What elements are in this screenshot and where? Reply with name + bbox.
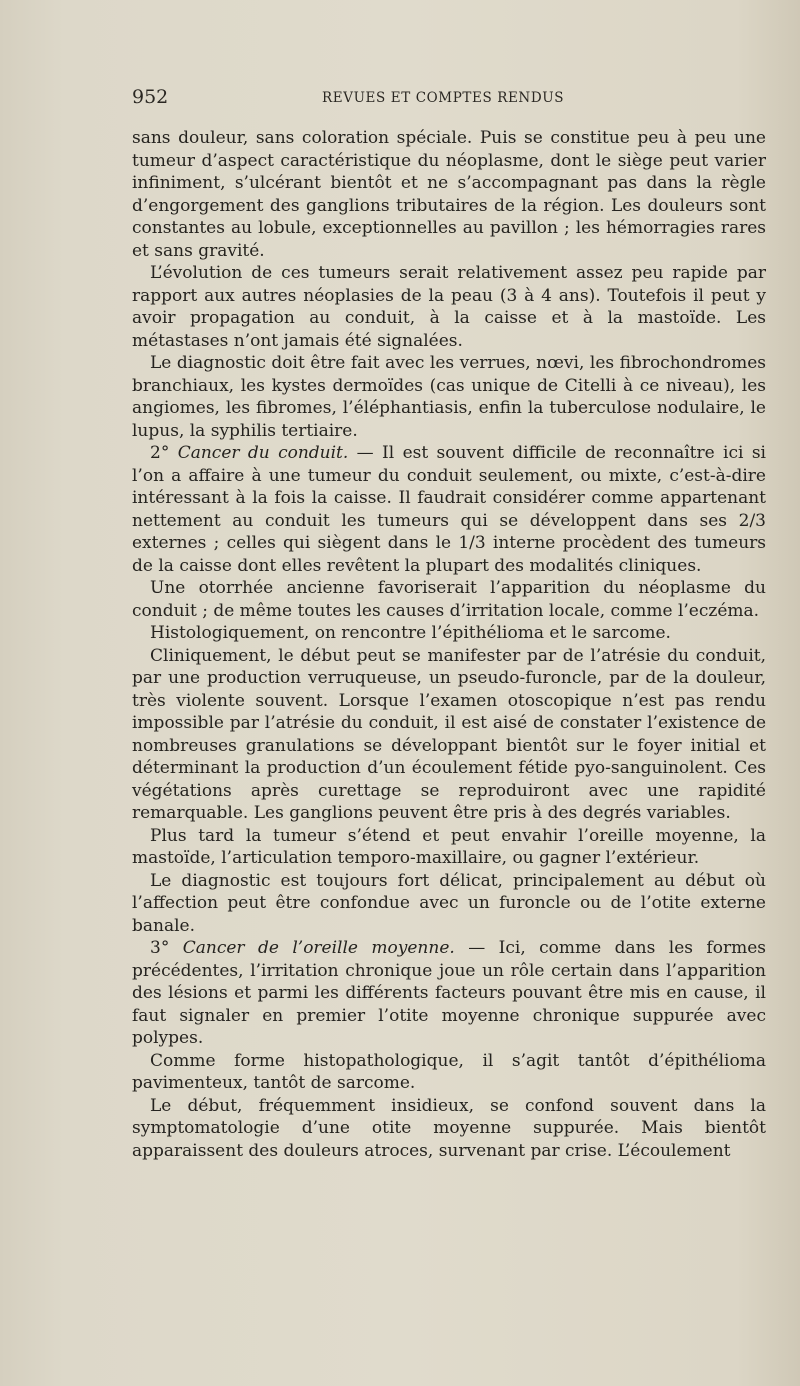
running-head: REVUES ET COMPTES RENDUS [322,90,565,106]
paragraph-forme-histopathologique: Comme forme histopathologique, il s’agit tantôt d’épithélioma pavimenteux, tantôt de sarcome. [132,1050,766,1093]
body-text [132,127,766,1162]
paragraph-evolution: L’évolution de ces tumeurs serait relativement assez peu rapide par rapport aux autres néoplasies de la peau (3 à 4 ans). Toutefois il peut y avoir propagation au conduit, à la caisse et à la mastoïde. Les métastases n’ont jamais été signalées. [132,263,766,351]
paragraph-extension: Plus tard la tumeur s’étend et peut envahir l’oreille moyenne, la mastoïde, l’articulation temporo-maxillaire, ou gagner l’extérieur. [132,825,766,868]
paragraph-histologie: Histologiquement, on rencontre l’épithélioma et le sarcome. [150,623,671,643]
section-cancer-oreille-moyenne: 3° Cancer de l’oreille moyenne. — Ici, comme dans les formes précédentes, l’irritation chronique joue un rôle certain dans l’apparition des lésions et parmi les différents facteurs pouvant être mis en cause, il faut signaler en premier l’otite moyenne chronique suppurée avec polypes. [132,938,766,1048]
paragraph-otorrhee: Une otorrhée ancienne favoriserait l’apparition du néoplasme du conduit ; de même toutes les causes d’irritation locale, comme l’eczéma. [132,578,766,621]
section-number: 2° [150,443,178,463]
section-title: Cancer du conduit. [177,443,349,463]
section-number: 3° [150,938,183,958]
page-header [132,86,768,110]
paragraph-clinique: Cliniquement, le début peut se manifester par de l’atrésie du conduit, par une production verruqueuse, un pseudo-furoncle, par de la douleur, très violente souvent. Lorsque l’examen otoscopique n’est pas rendu impossible par l’atrésie du conduit, il est aisé de constater l’existence de nombreuses granulations se développant bientôt sur le foyer initial et déterminant la production d’un écoulement fétide pyo-sanguinolent. Ces végétations après curettage se reproduiront avec une rapidité remarquable. Les ganglions peuvent être pris à des degrés variables. [132,645,766,823]
paragraph-debut: Le début, fréquemment insidieux, se confond souvent dans la symptomatologie d’une otite moyenne suppurée. Mais bientôt apparaissent des douleurs atroces, survenant par crise. L’écoulement [132,1095,766,1161]
paragraph-diagnostic-conduit: Le diagnostic est toujours fort délicat, principalement au début où l’affection peut être confondue avec un furoncle ou de l’otite externe banale. [132,870,766,936]
paragraph-diagnostic-pavillon: Le diagnostic doit être fait avec les verrues, nœvi, les fibrochondromes branchiaux, les kystes dermoïdes (cas unique de Citelli à ce niveau), les angiomes, les fibromes, l’éléphantiasis, enfin la tuberculose nodulaire, le lupus, la syphilis tertiaire. [132,353,766,441]
paragraph-continuation: sans douleur, sans coloration spéciale. Puis se constitue peu à peu une tumeur d’aspect caractéristique du néoplasme, dont le siège peut varier infiniment, s’ulcérant bientôt et ne s’accompagnant pas dans la règle d’engorgement des ganglions tributaires de la région. Les douleurs sont constantes au lobule, exceptionnelles au pavillon ; les hémorragies rares et sans gravité. [132,128,766,261]
page-number: 952 [132,86,169,108]
section-title: Cancer de l’oreille moyenne. [182,938,455,958]
section-cancer-du-conduit: 2° Cancer du conduit. — Il est souvent difficile de reconnaître ici si l’on a affaire à une tumeur du conduit seulement, ou mixte, c’est-à-dire intéressant à la fois la caisse. Il faudrait considérer comme appartenant nettement au conduit les tumeurs qui se développent dans ses 2/3 externes ; celles qui siègent dans le 1/3 interne procèdent des tumeurs de la caisse dont elles revêtent la plupart des modalités cliniques. [132,443,766,576]
